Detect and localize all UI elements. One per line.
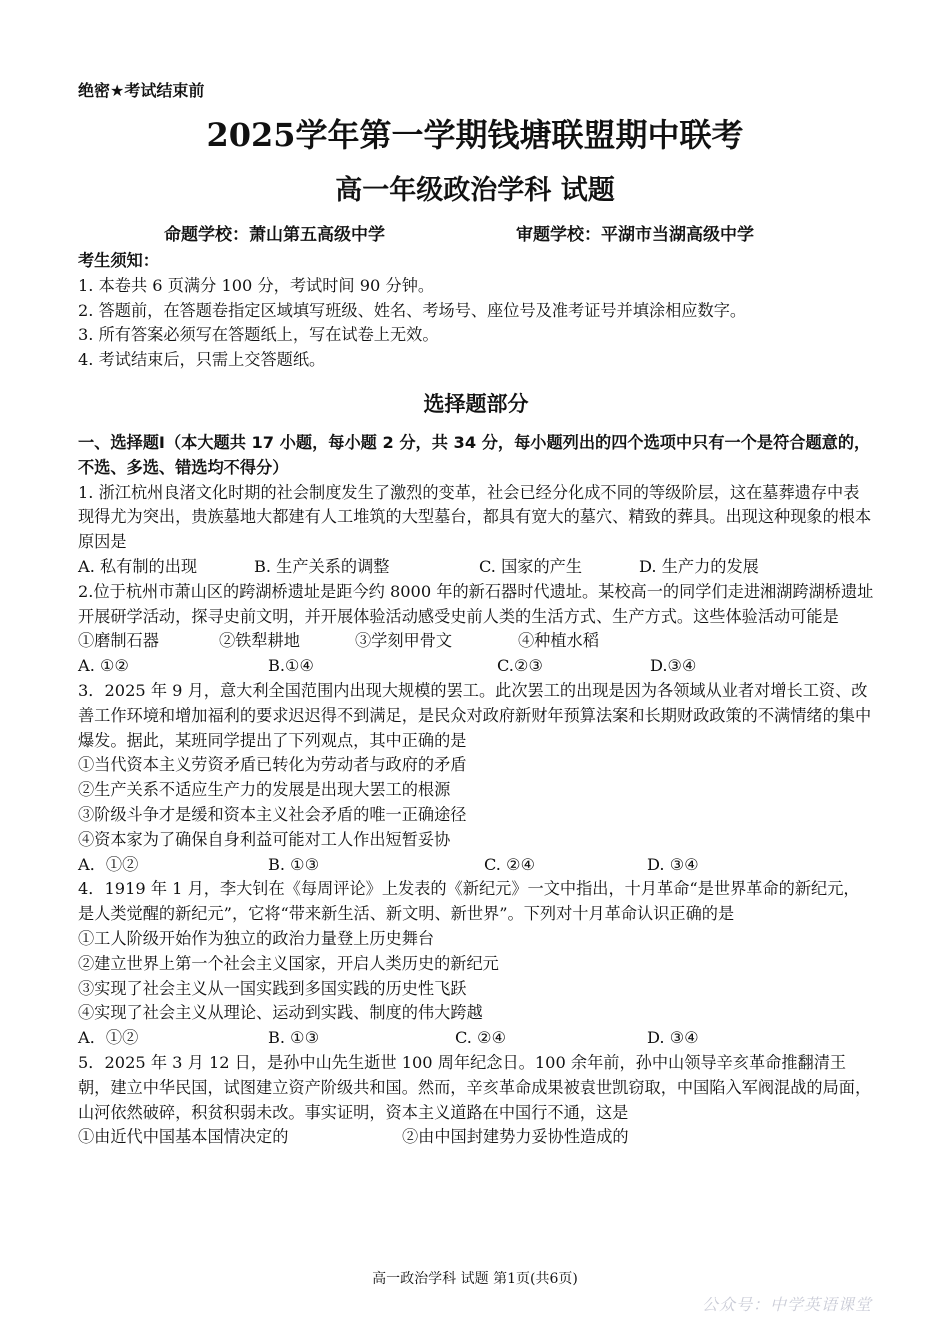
question-3-options xyxy=(78,853,874,878)
option-a: A. ①② xyxy=(78,656,130,676)
option-a: A．①② xyxy=(78,854,139,874)
section-title: 选择题部分 xyxy=(423,390,529,416)
page-footer: 高一政治学科 试题 第1页(共6页) xyxy=(372,1271,578,1287)
question-4-options xyxy=(78,1026,874,1051)
question-5-stem: 5．2025 年 3 月 12 日，是孙中山先生逝世 100 周年纪念日。100 余年前，孙中山领导辛亥革命推翻清王朝，建立中华民国，试图建立资产阶级共和国。然而，辛亥革命成果被袁世凯窃取，中国陷入军阀混战的局面，山河依然破碎，积贫积弱未改。事实证明，资本主义道路在中国行不通，这是 xyxy=(78,1052,872,1122)
secret-label: 绝密★考试结束前 xyxy=(78,81,205,100)
statement-item: ④实现了社会主义从理论、运动到实践、制度的伟大跨越 xyxy=(78,1003,483,1023)
notice-heading: 考生须知： xyxy=(78,251,159,270)
question-3-stem: 3．2025 年 9 月，意大利全国范围内出现大规模的罢工。此次罢工的出现是因为各领域从业者对增长工资、改善工作环境和增加福利的要求迟迟得不到满足，是民众对政府新财年预算法案和长期财政政策的不满情绪的集中爆发。据此，某班同学提出了下列观点，其中正确的是 xyxy=(78,680,872,750)
statement-item: ①磨制石器 xyxy=(78,631,159,651)
statement-item: ④种植水稻 xyxy=(518,631,599,651)
notice-item: 1. 本卷共 6 页满分 100 分，考试时间 90 分钟。 xyxy=(78,275,435,295)
statement-item: ②由中国封建势力妥协性造成的 xyxy=(402,1127,629,1147)
statement-item: ①工人阶级开始作为独立的政治力量登上历史舞台 xyxy=(78,928,435,948)
setter-school: 命题学校：萧山第五高级中学 xyxy=(164,225,385,245)
question-2-stem: 2.位于杭州市萧山区的跨湖桥遗址是距今约 8000 年的新石器时代遗址。某校高一的同学们走进湘湖跨湖桥遗址开展研学活动，探寻史前文明，并开展体验活动感受史前人类的生活方式、生产方式。这些体验活动可能是 xyxy=(78,581,874,626)
option-d: D.③④ xyxy=(650,656,697,676)
watermark: 公众号：中学英语课堂 xyxy=(701,1295,872,1314)
question-2-items xyxy=(78,629,874,654)
statement-item: ②建立世界上第一个社会主义国家，开启人类历史的新纪元 xyxy=(78,953,499,973)
question-5-items xyxy=(78,1125,874,1150)
statement-item: ③阶级斗争才是缓和资本主义社会矛盾的唯一正确途径 xyxy=(78,804,467,824)
statement-item: ②生产关系不适应生产力的发展是出现大罢工的根源 xyxy=(78,780,451,800)
question-2-options xyxy=(78,654,874,679)
exam-body xyxy=(78,249,874,1150)
notice-item: 4. 考试结束后，只需上交答题纸。 xyxy=(78,350,326,370)
statement-item: ③实现了社会主义从一国实践到多国实践的历史性飞跃 xyxy=(78,978,467,998)
exam-title: 2025学年第一学期钱塘联盟期中联考 xyxy=(206,116,744,154)
question-1-stem: 1. 浙江杭州良渚文化时期的社会制度发生了激烈的变革，社会已经分化成不同的等级阶层，这在墓葬遗存中表现得尤为突出，贵族墓地大都建有人工堆筑的大型墓台，都具有宽大的墓穴、精致的葬具。出现这种现象的根本原因是 xyxy=(78,482,872,552)
statement-item: ④资本家为了确保自身利益可能对工人作出短暂妥协 xyxy=(78,829,451,849)
statement-item: ③学刻甲骨文 xyxy=(355,631,453,651)
statement-item: ①当代资本主义劳资矛盾已转化为劳动者与政府的矛盾 xyxy=(78,755,467,775)
option-a: A. 私有制的出现 xyxy=(78,556,198,576)
statement-item: ①由近代中国基本国情决定的 xyxy=(78,1127,289,1147)
option-b: B. ①③ xyxy=(268,1028,320,1048)
option-a: A．①② xyxy=(78,1028,139,1048)
statement-item: ②铁犁耕地 xyxy=(219,631,300,651)
option-d: D. ③④ xyxy=(647,1028,699,1048)
option-d: D. ③④ xyxy=(647,854,699,874)
notice-item: 2. 答题前，在答题卷指定区域填写班级、姓名、考场号、座位号及准考证号并填涂相应数字。 xyxy=(78,300,747,320)
question-1-options xyxy=(78,555,874,580)
option-c: C. ②④ xyxy=(455,1028,507,1048)
option-b: B. ①③ xyxy=(268,854,320,874)
option-c: C. ②④ xyxy=(484,854,536,874)
option-b: B. 生产关系的调整 xyxy=(254,556,390,576)
notice-item: 3. 所有答案必须写在答题纸上，写在试卷上无效。 xyxy=(78,325,439,345)
question-4-stem: 4．1919 年 1 月，李大钊在《每周评论》上发表的《新纪元》一文中指出，十月革命“是世界革命的新纪元，是人类觉醒的新纪元”，它将“带来新生活、新文明、新世界”。下列对十月革命认识正确的是 xyxy=(78,879,860,924)
option-c: C. 国家的产生 xyxy=(479,556,583,576)
option-c: C.②③ xyxy=(497,656,543,676)
part-heading: 一、选择题Ⅰ（本大题共 17 小题，每小题 2 分，共 34 分，每小题列出的四个选项中只有一个是符合题意的，不选、多选、错选均不得分） xyxy=(78,432,871,477)
reviewer-school: 审题学校：平湖市当湖高级中学 xyxy=(516,225,754,245)
option-d: D. 生产力的发展 xyxy=(639,556,759,576)
option-b: B.①④ xyxy=(268,656,315,676)
exam-subtitle: 高一年级政治学科 试题 xyxy=(335,175,615,206)
